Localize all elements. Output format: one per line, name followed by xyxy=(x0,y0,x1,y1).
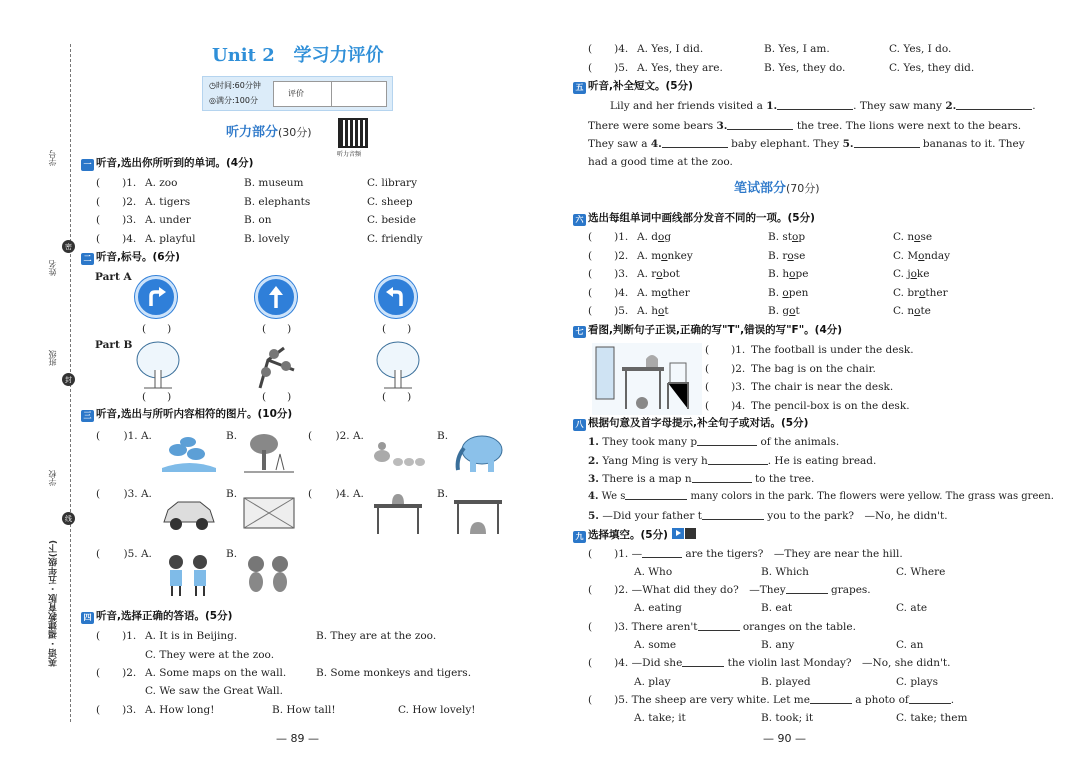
two-children-picture xyxy=(160,552,216,598)
section-9-title: 九 选择填空。(5分) xyxy=(573,528,696,543)
turn-left-sign-icon xyxy=(375,276,417,318)
true-false-row: ( )1. xyxy=(705,344,746,356)
listening-title: 听力部分(30分) xyxy=(226,125,312,140)
word-choice-row: A. zoo xyxy=(145,177,178,189)
true-false-row: The chair is near the desk. xyxy=(751,381,894,393)
fill-sentence-3: 3. There is a map n to the tree. xyxy=(588,473,815,485)
phonics-row: C. joke xyxy=(893,268,930,280)
xingming-label: 姓名 xyxy=(48,260,57,276)
passage-line-3: They saw a 4. baby elephant. They 5. bananas to it. They xyxy=(588,138,1025,150)
section-6-title: 六 选出每组单词中画线部分发音不同的一项。(5分) xyxy=(573,212,815,226)
phonics-row: A. hot xyxy=(637,305,669,317)
part-a-label: Part A xyxy=(95,271,132,283)
ducks-picture xyxy=(370,432,428,474)
word-choice-row: B. museum xyxy=(244,177,304,189)
unit-title: Unit 2 学习力评价 xyxy=(212,45,384,66)
phonics-row: ( )4. xyxy=(588,286,629,299)
turn-right-sign-icon xyxy=(135,276,177,318)
phonics-row: A. monkey xyxy=(637,249,693,262)
passage-line-4: had a good time at the zoo. xyxy=(588,156,733,168)
page-number-right: — 90 — xyxy=(763,732,806,745)
word-choice-row: B. lovely xyxy=(244,232,290,245)
section-3-title: 三 听音,选出与所听内容相符的图片。(10分) xyxy=(81,408,292,422)
tree-picture xyxy=(374,340,422,390)
fill-sentence-2: 2. Yang Ming is very h . He is eating bread. xyxy=(588,455,877,467)
true-false-row: ( )3. xyxy=(705,381,746,393)
true-false-row: ( )4. xyxy=(705,399,746,412)
section-4-title: 四 听音,选择正确的答语。(5分) xyxy=(81,610,232,624)
qr-code-icon[interactable] xyxy=(685,528,696,539)
word-choice-row: ( )4. xyxy=(96,232,137,245)
word-choice-row: A. playful xyxy=(145,232,196,245)
word-choice-row: C. beside xyxy=(367,214,416,226)
phonics-row: B. hope xyxy=(768,268,809,280)
page-number-left: — 89 — xyxy=(276,732,319,745)
phonics-row: C. brother xyxy=(893,286,948,299)
desk-with-bag-under-picture xyxy=(450,490,506,536)
two-monkeys-picture xyxy=(240,552,296,598)
word-choice-row: C. friendly xyxy=(367,232,423,245)
phonics-row: ( )1. xyxy=(588,231,629,243)
fill-sentence-4: 4. We s many colors in the park. The flowers were yellow. The grass was green. xyxy=(588,491,1054,502)
phonics-row: B. stop xyxy=(768,231,806,243)
word-choice-row: B. on xyxy=(244,214,272,226)
passage-line-2: There were some bears 3. the tree. The lions were next to the bears. xyxy=(588,120,1022,132)
video-play-icon[interactable] xyxy=(672,528,684,539)
word-choice-row: ( )1. xyxy=(96,177,137,189)
section-7-title: 七 看图,判断句子正误,正确的写"T",错误的写"F"。(4分) xyxy=(573,324,842,338)
xuehao-label: 学号 xyxy=(48,150,57,166)
phonics-row: C. Monday xyxy=(893,249,951,262)
giraffe-zoo-picture xyxy=(240,432,298,474)
train-picture xyxy=(240,492,298,534)
word-choice-row: C. sheep xyxy=(367,195,413,208)
true-false-row: The football is under the desk. xyxy=(751,344,914,356)
classroom-desk-picture xyxy=(592,343,702,415)
birds-picture xyxy=(160,432,218,474)
qr-code-icon[interactable] xyxy=(338,118,368,148)
phonics-row: C. note xyxy=(893,305,931,317)
monkeys-in-tree-picture xyxy=(254,340,302,390)
word-choice-row: ( )2. xyxy=(96,195,137,208)
phonics-row: ( )2. xyxy=(588,249,629,262)
phonics-row: B. got xyxy=(768,305,800,317)
word-choice-row: C. library xyxy=(367,177,418,189)
tree-picture xyxy=(134,340,182,390)
phonics-row: ( )3. xyxy=(588,268,629,280)
fill-sentence-1: 1. They took many p of the animals. xyxy=(588,436,840,448)
section-5-title: 五 听音,补全短文。(5分) xyxy=(573,80,693,94)
phonics-row: C. nose xyxy=(893,231,933,243)
section-1-title: 一 听音,选出你所听到的单词。(4分) xyxy=(81,157,253,171)
binding-hole: 线 xyxy=(62,512,75,525)
phonics-row: B. open xyxy=(768,286,809,299)
word-choice-row: A. under xyxy=(145,214,191,226)
section-2-title: 二 听音,标号。(6分) xyxy=(81,251,180,265)
true-false-row: The pencil-box is on the desk. xyxy=(751,399,910,412)
binding-hole: 封 xyxy=(62,373,75,386)
word-choice-row: B. elephants xyxy=(244,195,311,208)
phonics-row: A. dog xyxy=(637,231,672,243)
word-choice-row: A. tigers xyxy=(145,195,191,208)
phonics-row: ( )5. xyxy=(588,305,629,317)
phonics-row: A. mother xyxy=(637,286,690,299)
written-title: 笔试部分(70分) xyxy=(734,181,820,196)
book-label: 英语 · 福建教育版 · 五年级(下) xyxy=(49,540,59,667)
phonics-row: A. robot xyxy=(637,268,680,280)
banji-label: 班级 xyxy=(48,350,57,366)
desk-with-bag-on-top-picture xyxy=(370,490,426,536)
car-picture xyxy=(160,496,218,532)
elephant-picture xyxy=(450,430,508,476)
phonics-row: B. rose xyxy=(768,249,806,262)
word-choice-row: ( )3. xyxy=(96,214,137,226)
true-false-row: ( )2. xyxy=(705,362,746,375)
section-8-title: 八 根据句意及首字母提示,补全句子或对话。(5分) xyxy=(573,417,808,431)
part-b-label: Part B xyxy=(95,339,133,351)
binding-hole: 密 xyxy=(62,240,75,253)
go-straight-sign-icon xyxy=(255,276,297,318)
eval-label: 评价 xyxy=(288,89,304,98)
passage-line-1: Lily and her friends visited a 1. . They saw many 2. . xyxy=(610,100,1036,112)
xuexiao-label: 学校 xyxy=(48,470,57,486)
fill-sentence-5: 5. —Did your father t you to the park? —No, he didn't. xyxy=(588,510,948,522)
true-false-row: The bag is on the chair. xyxy=(751,362,876,375)
score-box: ◷时间:60分钟 ◎满分:100分 评价 xyxy=(202,76,393,111)
